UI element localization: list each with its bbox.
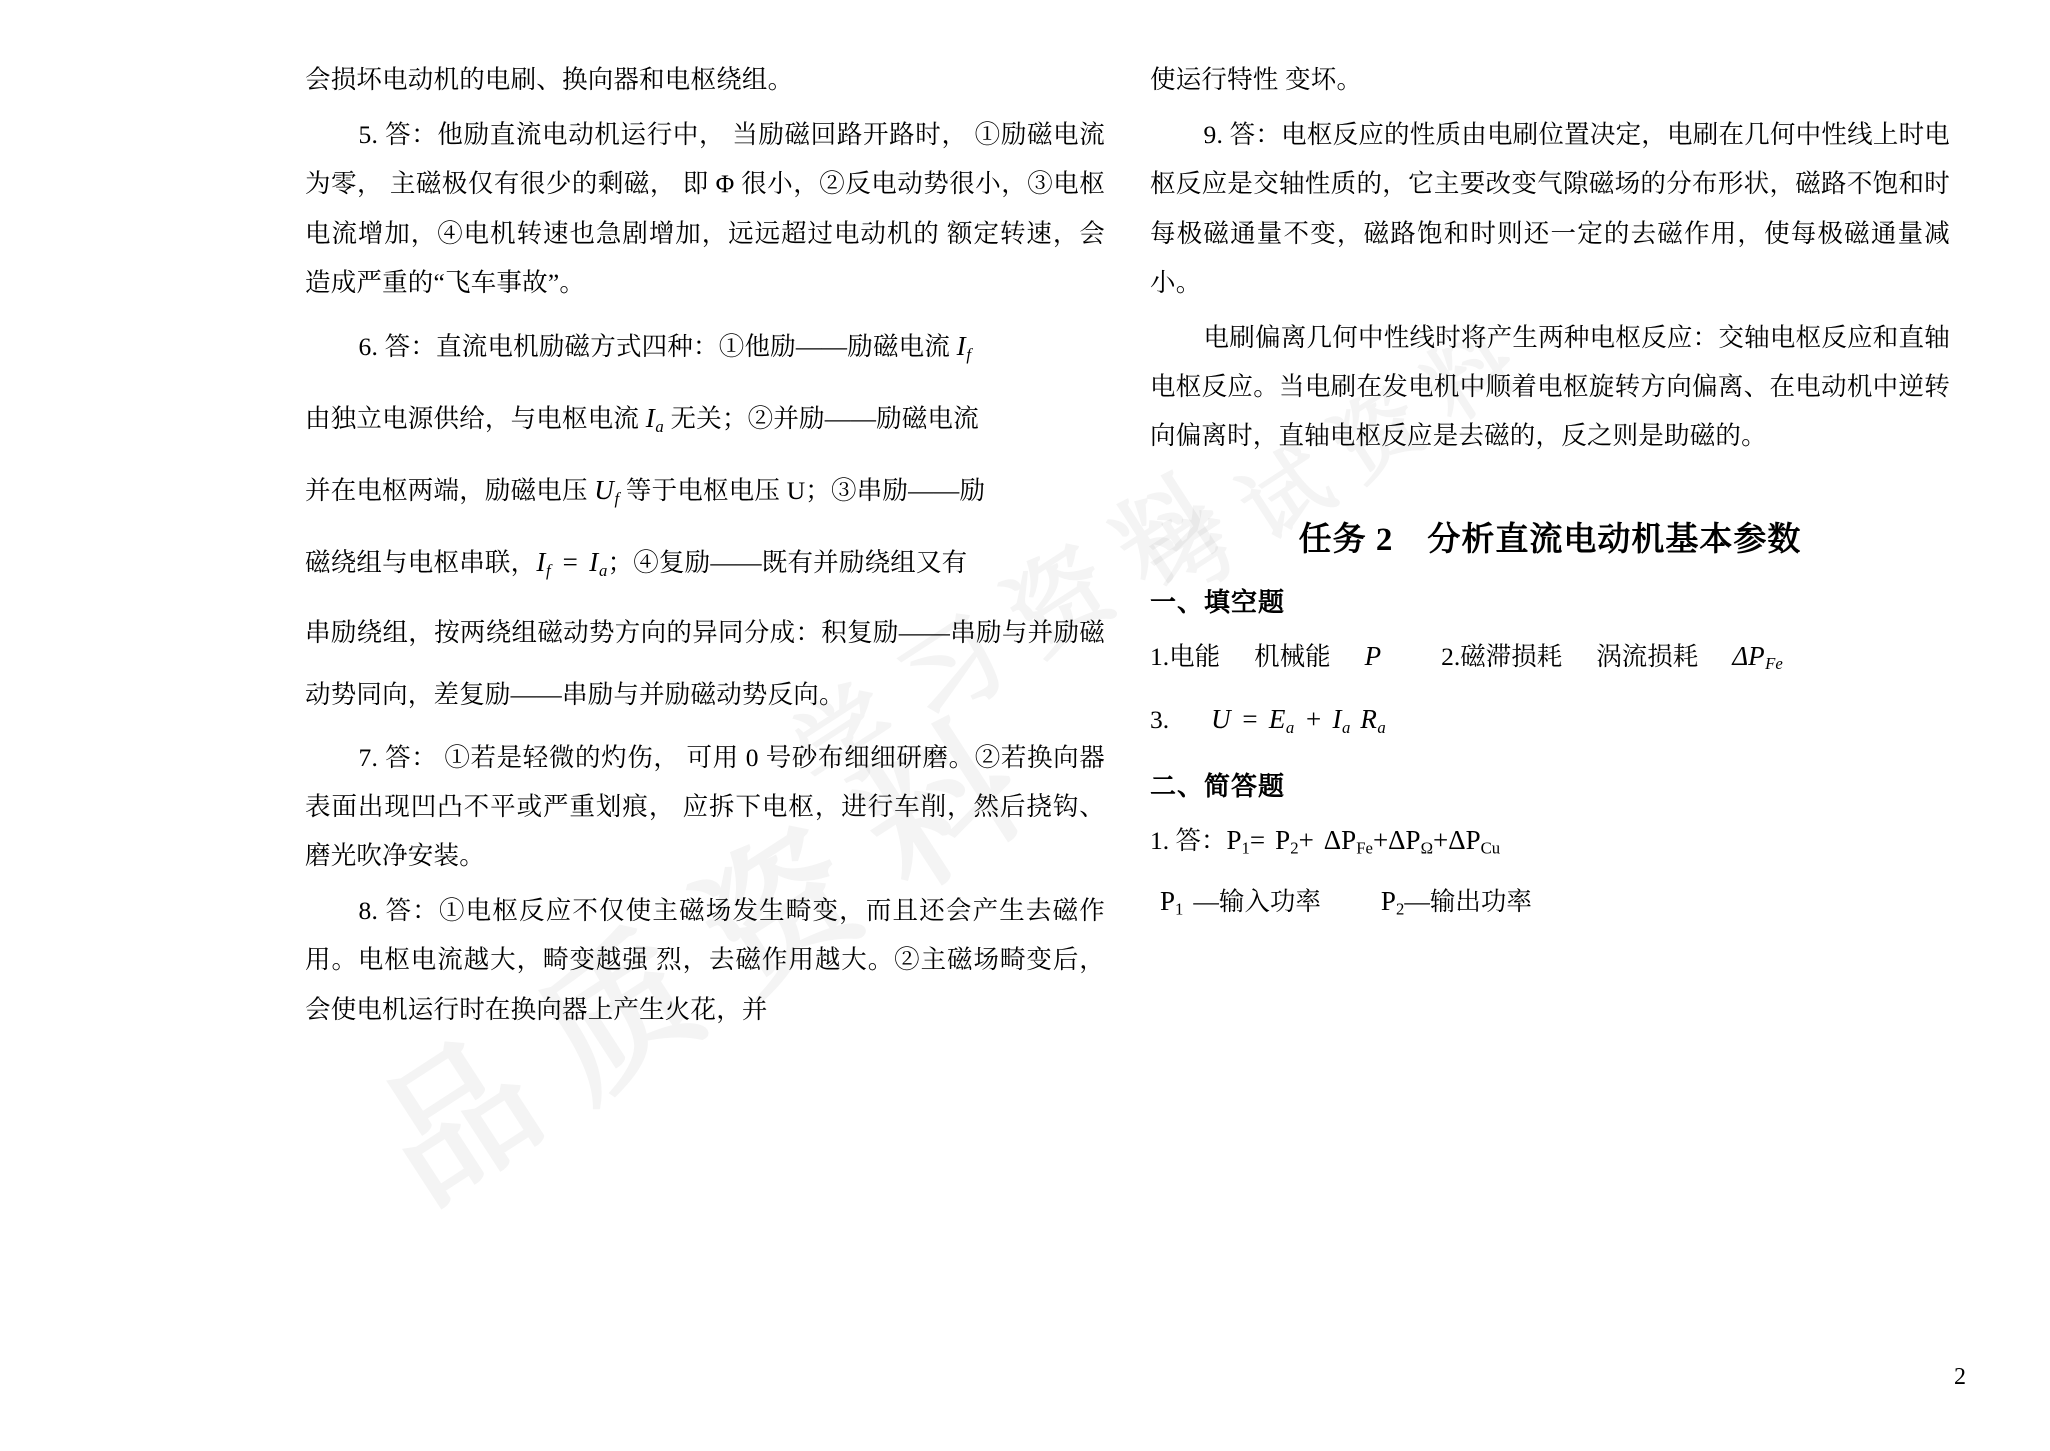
symbol-P2: $P_2$	[1380, 886, 1405, 919]
answer-item-7: 7. 答： ①若是轻微的灼伤， 可用 0 号砂布细细研磨。②若换向器表面出现凹凸不平或严重划痕， 应拆下电枢，进行车削，然后挠钩、磨光吹净安装。	[305, 742, 1105, 870]
paragraph-continuation-right: 使运行特性 变坏。	[1150, 65, 1363, 94]
answer-item-6	[305, 313, 1105, 727]
answer-item-6-line-5: 串励绕组，按两绕组磁动势方向的异同分成：积复励——串励与并励磁动势同向，差复励——串励与并励磁动势反向。	[305, 617, 1105, 710]
symbol-P1: $P_1$	[1160, 886, 1184, 919]
fill-blank-item-1-2: 1.电能 机械能 P 2.磁滞损耗 涡流损耗 $\Delta P_{Fe}$	[1150, 640, 1783, 674]
short-answer-item-1-legend: $P_1$ —输入功率 $P_2—$输出功率	[1160, 886, 1532, 919]
equation-power-balance: $P_1= P_2+ \Delta P_{Fe}+\Delta P_\Omega+\Delta P_{Cu}$	[1226, 824, 1501, 858]
symbol-delta-P-Fe: $\Delta P_{Fe}$	[1732, 640, 1783, 674]
answer-item-6-line-4: 磁绕组与电枢串联，$I_f = I_a$；④复励——既有并励绕组又有	[305, 547, 968, 581]
right-column	[1150, 55, 1950, 938]
section-title-task-2: 任务 2 分析直流电动机基本参数	[1298, 521, 1802, 558]
equation-U-equals-Ea-plus-Ia-Ra: $U = E_a + I_a$ $R_a$	[1211, 703, 1386, 737]
symbol-Ia: $I_a$	[645, 403, 664, 436]
equation-If-equals-Ia: $I_f = I_a$	[536, 547, 608, 581]
left-column	[305, 55, 1105, 1040]
answer-item-6-line-3: 并在电枢两端，励磁电压 $U_f$ 等于电枢电压 U；③串励——励	[305, 475, 986, 508]
answer-item-6-line-1: 6. 答：直流电机励磁方式四种：①他励——励磁电流 $I_f$	[358, 331, 972, 364]
answer-item-9: 9. 答：电枢反应的性质由电刷位置决定，电刷在几何中性线上时电枢反应是交轴性质的，它主要改变气隙磁场的分布形状，磁路不饱和时每极磁通量不变，磁路饱和时则还一定的去磁作用，使每极磁通量减小。	[1150, 120, 1950, 297]
symbol-If: $I_f$	[956, 331, 972, 364]
answer-item-8: 8. 答：①电枢反应不仅使主磁场发生畸变，而且还会产生去磁作用。电枢电流越大，畸变越强 烈，去磁作用越大。②主磁场畸变后，会使电机运行时在换向器上产生火花，并	[305, 896, 1105, 1024]
answer-item-5: 5. 答：他励直流电动机运行中， 当励磁回路开路时， ①励磁电流为零， 主磁极仅有很少的剩磁， 即 Φ 很小，②反电动势很小，③电枢电流增加，④电机转速也急剧增加，远远超过电动机的 额定转速，会造成严重的“飞车事故”。	[305, 120, 1105, 297]
subsection-fill-in-the-blank: 一、填空题	[1150, 587, 1286, 617]
paragraph-continuation: 会损坏电动机的电刷、换向器和电枢绕组。	[305, 65, 794, 94]
symbol-Uf: $U_f$	[594, 475, 620, 508]
page-number: 2	[1954, 1364, 1966, 1390]
symbol-P: P	[1364, 640, 1382, 671]
answer-item-6-line-2: 由独立电源供给，与电枢电流 $I_a$ 无关；②并励——励磁电流	[305, 403, 979, 436]
subsection-short-answer: 二、简答题	[1150, 771, 1286, 801]
short-answer-item-1: 1. 答：$P_1= P_2+ \Delta P_{Fe}+\Delta P_\Omega+\Delta P_{Cu}$	[1150, 824, 1501, 858]
fill-blank-item-3: 3. $U = E_a + I_a$ $R_a$	[1150, 703, 1386, 737]
answer-item-9-cont: 电刷偏离几何中性线时将产生两种电枢反应：交轴电枢反应和直轴电枢反应。当电刷在发电机中顺着电枢旋转方向偏离、在电动机中逆转向偏离时，直轴电枢反应是去磁的，反之则是助磁的。	[1150, 323, 1950, 451]
